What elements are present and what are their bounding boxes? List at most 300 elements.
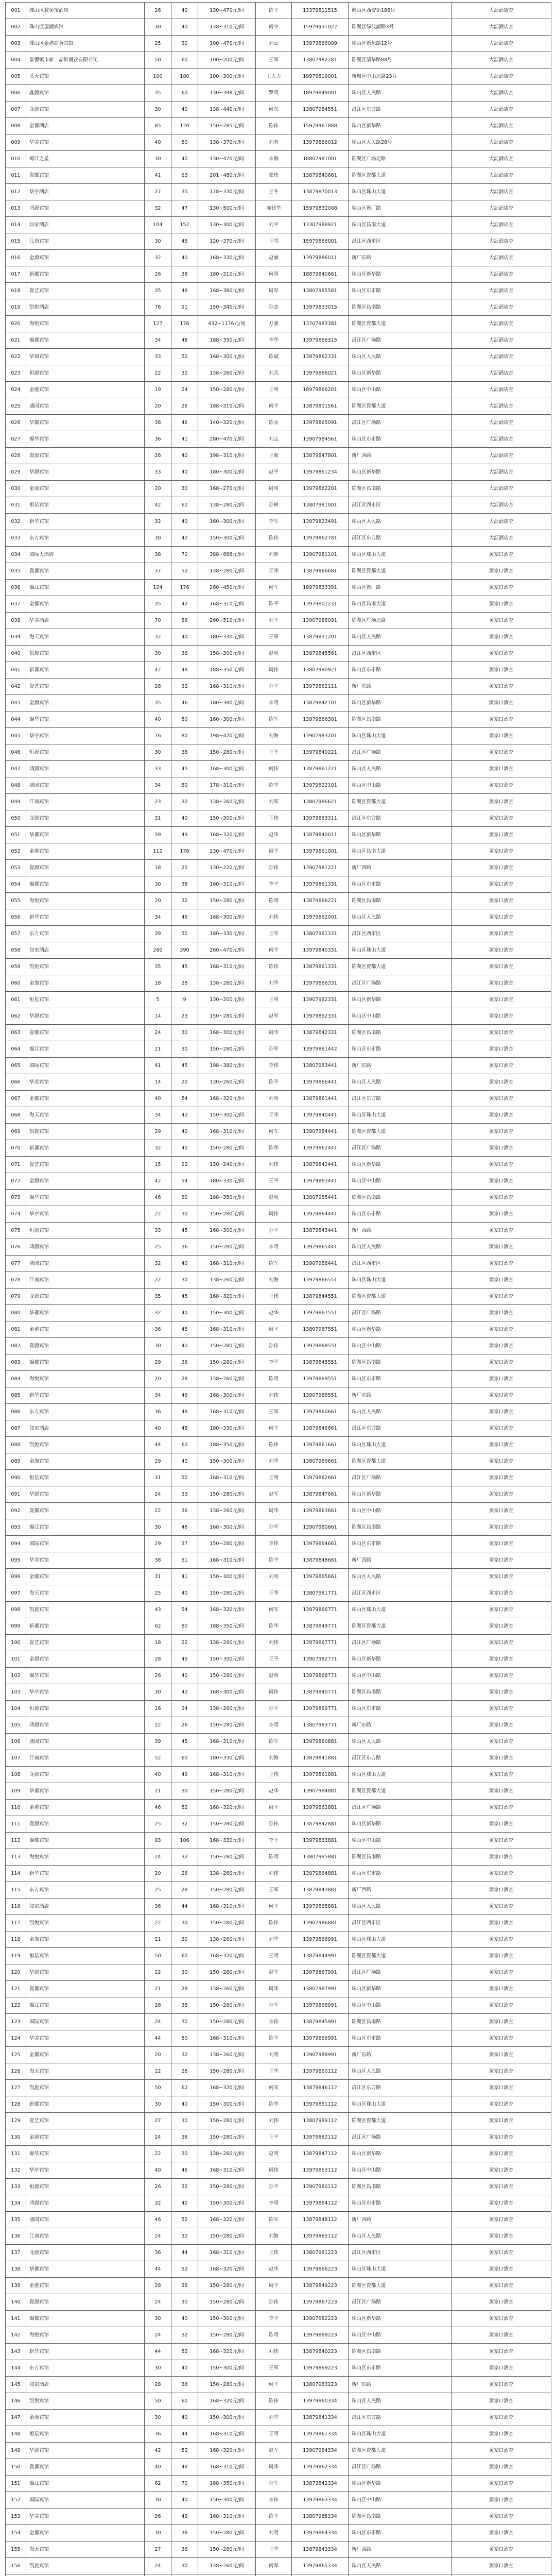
room-count-cell: 40 (145, 134, 171, 151)
phone-number-cell: 13907988991 (292, 2047, 349, 2063)
district-cell: 大沥酒店查 (451, 134, 551, 151)
hotel-name-cell: 江南宾馆 (26, 794, 145, 810)
contact-person-cell: 王军 (256, 52, 292, 69)
contact-person-cell: 赵明 (256, 2146, 292, 2162)
row-number-cell: 147 (6, 2410, 26, 2426)
phone-number-cell: 13907983201 (292, 728, 349, 744)
price-range-cell: 180~330元/间 (198, 926, 256, 942)
row-number-cell: 011 (6, 167, 26, 184)
row-number-cell: 151 (6, 2476, 26, 2492)
table-row (6, 2113, 551, 2129)
table-row (6, 2030, 551, 2047)
phone-number-cell: 13807983223 (292, 2377, 349, 2393)
address-cell: 珠山区中山路 (349, 777, 451, 794)
bed-count-cell: 40 (171, 2410, 198, 2426)
room-count-cell: 21 (145, 1981, 171, 1997)
bed-count-cell: 32 (171, 794, 198, 810)
contact-person-cell: 陈明 (256, 2327, 292, 2344)
price-range-cell: 168~310元/间 (198, 2459, 256, 2476)
phone-number-cell: 19979819001 (292, 69, 349, 85)
room-count-cell: 30 (145, 1519, 171, 1536)
phone-number-cell: 13979840331 (292, 942, 349, 959)
district-cell: 黄家口酒查 (451, 1420, 551, 1437)
row-number-cell: 129 (6, 2113, 26, 2129)
contact-person-cell (256, 2574, 292, 2576)
address-cell: 珠山区新华路 (349, 992, 451, 1008)
bed-count-cell: 54 (171, 1091, 198, 1107)
hotel-name-cell: 鸿源宾馆 (26, 2195, 145, 2212)
row-number-cell: 082 (6, 1338, 26, 1354)
price-range-cell: 138~310元/间 (198, 19, 256, 36)
address-cell: 新厂西路 (349, 1223, 451, 1239)
room-count-cell: 30 (145, 1684, 171, 1701)
bed-count-cell: 45 (171, 761, 198, 777)
row-number-cell: 039 (6, 629, 26, 646)
phone-number-cell: 13907988551 (292, 1387, 349, 1404)
table-row (6, 1948, 551, 1964)
contact-person-cell: 刘平 (256, 613, 292, 629)
address-cell: 珠山区人民路 (349, 1899, 451, 1915)
bed-count-cell: 60 (171, 1750, 198, 1767)
table-row (6, 2509, 551, 2525)
price-range-cell: 168~300元/间 (198, 1684, 256, 1701)
phone-number-cell: 13907986881 (292, 1915, 349, 1931)
bed-count-cell: 45 (171, 1289, 198, 1305)
contact-person-cell: 李伟 (256, 2014, 292, 2030)
phone-number-cell: 13879840011 (292, 827, 349, 843)
district-cell: 黄家口酒查 (451, 2344, 551, 2360)
contact-person-cell: 刘伟 (256, 1157, 292, 1173)
district-cell: 黄家口酒查 (451, 1503, 551, 1519)
contact-person-cell: 刘伟 (256, 1635, 292, 1651)
room-count-cell: 22 (145, 1503, 171, 1519)
price-range-cell: 188~310元/间 (198, 398, 256, 415)
contact-person-cell: 王明 (256, 382, 292, 398)
price-range-cell: 150~300元/间 (198, 530, 256, 547)
table-row (6, 1206, 551, 1223)
hotel-name-cell: 金港宾馆 (26, 1800, 145, 1816)
hotel-name-cell: 如家酒店 (26, 1899, 145, 1915)
bed-count-cell: 32 (171, 2228, 198, 2245)
row-number-cell: 018 (6, 283, 26, 299)
contact-person-cell: 刘云 (256, 36, 292, 52)
district-cell: 黄家口酒查 (451, 2327, 551, 2344)
address-cell: 昌江区西市区 (349, 1585, 451, 1602)
table-row (6, 1519, 551, 1536)
room-count-cell: 34 (145, 1387, 171, 1404)
bed-count-cell: 40 (171, 1256, 198, 1272)
contact-person-cell: 周华 (256, 1981, 292, 1997)
contact-person-cell: 刘海 (256, 728, 292, 744)
table-row (6, 2459, 551, 2476)
district-cell: 黄家口酒查 (451, 711, 551, 728)
room-count-cell: 25 (145, 36, 171, 52)
room-count-cell: 39 (145, 827, 171, 843)
address-cell: 珠山区东市路 (349, 2525, 451, 2541)
address-cell: 珠山区人民路 (349, 85, 451, 101)
address-cell: 陈湖区昌南路 (349, 1849, 451, 1866)
bed-count-cell: 62 (171, 2080, 198, 2096)
table-row (6, 1305, 551, 1321)
district-cell: 黄家口酒查 (451, 1338, 551, 1354)
address-cell: 珠山区新华路 (349, 464, 451, 481)
hotel-name-cell: 锦华宾馆 (26, 1668, 145, 1684)
bed-count-cell: 52 (171, 1800, 198, 1816)
bed-count-cell: 60 (171, 1437, 198, 1453)
hotel-name-cell: 锦都宾馆 (26, 1833, 145, 1849)
phone-number-cell: 13879840661 (292, 167, 349, 184)
room-count-cell: 35 (145, 596, 171, 613)
row-number-cell: 107 (6, 1750, 26, 1767)
bed-count-cell: 86 (171, 613, 198, 629)
phone-number-cell: 13807987551 (292, 1321, 349, 1338)
price-range-cell: 150~280元/间 (198, 893, 256, 909)
price-range-cell: 168~320元/间 (198, 1091, 256, 1107)
hotel-name-cell: 珠山区望湖宾馆 (26, 19, 145, 36)
address-cell: 珠山区东市路 (349, 1206, 451, 1223)
phone-number-cell: 18807981001 (292, 151, 349, 167)
hotel-name-cell: 凯旋宾馆 (26, 2558, 145, 2574)
district-cell: 黄家口酒查 (451, 2179, 551, 2195)
room-count-cell: 28 (145, 2278, 171, 2294)
table-row (6, 2327, 551, 2344)
district-cell: 黄家口酒查 (451, 1206, 551, 1223)
hotel-name-cell: 华都宾馆 (26, 2261, 145, 2278)
district-cell: 黄家口酒查 (451, 1404, 551, 1420)
table-row (6, 266, 551, 283)
row-number-cell: 138 (6, 2261, 26, 2278)
room-count-cell: 24 (145, 2228, 171, 2245)
room-count-cell: 50 (145, 1948, 171, 1964)
phone-number-cell: 13907980661 (292, 1519, 349, 1536)
district-cell: 黄家口酒查 (451, 2195, 551, 2212)
district-cell: 黄家口酒查 (451, 2080, 551, 2096)
phone-number-cell: 13807985881 (292, 1849, 349, 1866)
district-cell: 大沥酒店查 (451, 118, 551, 134)
phone-number-cell: 13979861881 (292, 1767, 349, 1783)
table-row (6, 2410, 551, 2426)
contact-person-cell: 孙军 (256, 2476, 292, 2492)
phone-number-cell: 13879842101 (292, 695, 349, 711)
price-range-cell: 168~310元/间 (198, 679, 256, 695)
row-number-cell: 010 (6, 151, 26, 167)
price-range-cell: 130~500元/间 (198, 200, 256, 217)
address-cell: 珠山区中山路 (349, 1668, 451, 1684)
table-row (6, 1223, 551, 1239)
row-number-cell: 050 (6, 810, 26, 827)
hotel-name-cell: 凯旋宾馆 (26, 2080, 145, 2096)
hotel-name-cell: 海悦宾馆 (26, 2327, 145, 2344)
table-row (6, 926, 551, 942)
address-cell: 珠山区新华路 (349, 1816, 451, 1833)
table-row (6, 893, 551, 909)
room-count-cell: 26 (145, 266, 171, 283)
room-count-cell: 14 (145, 1008, 171, 1025)
table-row (6, 909, 551, 926)
bed-count-cell: 152 (171, 217, 198, 233)
district-cell: 黄家口酒查 (451, 1107, 551, 1124)
price-range-cell: 150~280元/间 (198, 2129, 256, 2146)
district-cell: 黄家口酒查 (451, 926, 551, 942)
row-number-cell: 004 (6, 52, 26, 69)
table-row (6, 448, 551, 464)
room-count-cell: 30 (145, 2525, 171, 2541)
address-cell: 陈湖区瓷都大道 (349, 2443, 451, 2459)
bed-count-cell: 60 (171, 1190, 198, 1206)
row-number-cell: 133 (6, 2179, 26, 2195)
bed-count-cell: 40 (171, 250, 198, 266)
phone-number-cell: 13979869223 (292, 2360, 349, 2377)
hotel-name-cell: 金港宾馆 (26, 1321, 145, 1338)
room-count-cell: 30 (145, 2311, 171, 2327)
price-range-cell: 150~280元/间 (198, 2327, 256, 2344)
hotel-name-cell: 新都宾馆 (26, 662, 145, 679)
address-cell: 昌江区广场路 (349, 1470, 451, 1486)
contact-person-cell: 王华 (256, 2541, 292, 2558)
row-number-cell: 123 (6, 2014, 26, 2030)
district-cell: 黄家口酒查 (451, 2212, 551, 2228)
hotel-name-cell: 金源宾馆 (26, 695, 145, 711)
address-cell: 珠山区新华路 (349, 2476, 451, 2492)
bed-count-cell: 35 (171, 1997, 198, 2014)
phone-number-cell: 13907984441 (292, 1124, 349, 1140)
contact-person-cell: 陈亮 (256, 415, 292, 431)
contact-person-cell: 陈明 (256, 1371, 292, 1387)
address-cell: 陈湖区瓷都大道 (349, 167, 451, 184)
table-row (6, 398, 551, 415)
price-range-cell: 180~330元/间 (198, 1750, 256, 1767)
room-count-cell: 20 (145, 1371, 171, 1387)
contact-person-cell: 王明 (256, 1470, 292, 1486)
table-row (6, 1585, 551, 1602)
phone-number-cell: 13979860661 (292, 1404, 349, 1420)
phone-number-cell: 13979867223 (292, 2294, 349, 2311)
bed-count-cell: 40 (171, 2195, 198, 2212)
table-row (6, 1816, 551, 1833)
bed-count-cell: 60 (171, 52, 198, 69)
phone-number-cell: 18979833391 (292, 580, 349, 596)
bed-count-cell: 26 (171, 398, 198, 415)
phone-number-cell: 13979861442 (292, 1041, 349, 1058)
row-number-cell: 076 (6, 1239, 26, 1256)
contact-person-cell: 李明 (256, 1239, 292, 1256)
hotel-name-cell: 东方宾馆 (26, 1882, 145, 1899)
bed-count-cell: 28 (171, 975, 198, 992)
bed-count-cell: 91 (171, 299, 198, 316)
table-row (6, 1783, 551, 1800)
hotel-name-cell: 鑫源宾馆 (26, 85, 145, 101)
room-count-cell: 24 (145, 2294, 171, 2311)
bed-count-cell: 30 (171, 1915, 198, 1931)
row-number-cell: 046 (6, 744, 26, 761)
address-cell: 新厂东路 (349, 1058, 451, 1074)
room-count-cell: 22 (145, 1717, 171, 1734)
row-number-cell: 072 (6, 1173, 26, 1190)
room-count-cell: 20 (145, 2047, 171, 2063)
room-count-cell: 40 (145, 1767, 171, 1783)
table-row (6, 1321, 551, 1338)
price-range-cell: 180~330元/间 (198, 629, 256, 646)
bed-count-cell: 46 (171, 2162, 198, 2179)
bed-count-cell: 40 (171, 2311, 198, 2327)
bed-count-cell: 45 (171, 1651, 198, 1668)
row-number-cell: 120 (6, 1964, 26, 1981)
address-cell: 珠山区珠山大道 (349, 1107, 451, 1124)
phone-number-cell: 13979864661 (292, 1536, 349, 1552)
bed-count-cell: 38 (171, 2525, 198, 2541)
hotel-name-cell: 凯旋宾馆 (26, 1124, 145, 1140)
price-range-cell: 168~300元/间 (198, 1519, 256, 1536)
hotel-name-cell: 如家酒店 (26, 942, 145, 959)
bed-count-cell: 40 (171, 3, 198, 19)
bed-count-cell: 40 (171, 1305, 198, 1321)
price-range-cell: 150~280元/间 (198, 2228, 256, 2245)
contact-person-cell: 周伟 (256, 1206, 292, 1223)
phone-number-cell: 13807989661 (292, 1453, 349, 1470)
phone-number-cell: 13879842881 (292, 1816, 349, 1833)
district-cell: 大沥酒店查 (451, 200, 551, 217)
table-row (6, 1833, 551, 1849)
bed-count-cell: 28 (171, 1371, 198, 1387)
district-cell: 黄家口酒查 (451, 1354, 551, 1371)
table-row (6, 2261, 551, 2278)
hotel-name-cell: 金都酒店 (26, 118, 145, 134)
room-count-cell: 33 (145, 1223, 171, 1239)
hotel-name-cell: 海悦宾馆 (26, 1371, 145, 1387)
district-cell: 黄家口酒查 (451, 2393, 551, 2410)
price-range-cell: 168~300元/间 (198, 761, 256, 777)
district-cell: 黄家口酒查 (451, 2360, 551, 2377)
hotel-name-cell: 瓷源宾馆 (26, 2294, 145, 2311)
price-range-cell: 158~300元/间 (198, 646, 256, 662)
contact-person-cell: 王华 (256, 1585, 292, 1602)
room-count-cell: 38 (145, 547, 171, 563)
bed-count-cell: 30 (171, 1025, 198, 1041)
room-count-cell: 44 (145, 2261, 171, 2278)
row-number-cell: 037 (6, 596, 26, 613)
address-cell: 昌江区广场路 (349, 1305, 451, 1321)
room-count-cell: 26 (145, 1668, 171, 1684)
phone-number-cell: 13879840771 (292, 1684, 349, 1701)
page-container (5, 2, 551, 2576)
district-cell: 黄家口酒查 (451, 2558, 551, 2574)
price-range-cell: 150~280元/间 (198, 382, 256, 398)
district-cell: 黄家口酒查 (451, 1948, 551, 1964)
price-range-cell: 150~280元/间 (198, 1486, 256, 1503)
phone-number-cell: 13807985441 (292, 1190, 349, 1206)
table-row (6, 2080, 551, 2096)
bed-count-cell: 40 (171, 151, 198, 167)
district-cell: 黄家口酒查 (451, 1585, 551, 1602)
phone-number-cell: 13979862111 (292, 679, 349, 695)
row-number-cell: 085 (6, 1387, 26, 1404)
phone-number-cell: 13979866551 (292, 1272, 349, 1289)
table-row (6, 2476, 551, 2492)
address-cell: 陈湖区昌南路 (349, 1684, 451, 1701)
price-range-cell: 150~280元/间 (198, 744, 256, 761)
room-count-cell: 36 (145, 431, 171, 448)
district-cell: 黄家口酒查 (451, 2377, 551, 2393)
row-number-cell: 045 (6, 728, 26, 744)
address-cell: 新厂东路 (349, 1717, 451, 1734)
phone-number-cell: 13979860112 (292, 2063, 349, 2080)
hotel-name-cell: 金港宾馆 (26, 843, 145, 860)
address-cell: 新城区中山北路23号 (349, 69, 451, 85)
district-cell: 黄家口酒查 (451, 827, 551, 843)
table-row (6, 1767, 551, 1783)
address-cell: 新厂西路 (349, 1552, 451, 1569)
address-cell: 珠山区中山路 (349, 2327, 451, 2344)
price-range-cell: 168~320元/间 (198, 2261, 256, 2278)
price-range-cell: 150~300元/间 (198, 1453, 256, 1470)
contact-person-cell: 刘志 (256, 431, 292, 448)
district-cell: 黄家口酒查 (451, 1701, 551, 1717)
row-number-cell: 079 (6, 1289, 26, 1305)
hotel-name-cell: 华亭宾馆 (26, 1206, 145, 1223)
room-count-cell: 26 (145, 2179, 171, 2195)
contact-person-cell: 刘伟 (256, 2344, 292, 2360)
phone-number-cell: 13979860881 (292, 1734, 349, 1750)
district-cell: 黄家口酒查 (451, 2096, 551, 2113)
row-number-cell: 155 (6, 2541, 26, 2558)
bed-count-cell: 20 (171, 1074, 198, 1091)
phone-number-cell: 13979861234 (292, 464, 349, 481)
table-row (6, 2377, 551, 2393)
row-number-cell: 060 (6, 975, 26, 992)
address-cell: 珠山区珠山大道 (349, 547, 451, 563)
phone-number-cell: 13979845561 (292, 646, 349, 662)
room-count-cell: 30 (145, 101, 171, 118)
address-cell: 珠山区新华路 (349, 365, 451, 382)
phone-number-cell: 13979862661 (292, 1470, 349, 1486)
bed-count-cell: 36 (171, 1239, 198, 1256)
phone-number-cell: 13979866315 (292, 332, 349, 349)
table-row (6, 1338, 551, 1354)
contact-person-cell: 孙平 (256, 1223, 292, 1239)
district-cell: 黄家口酒查 (451, 1684, 551, 1701)
table-row (6, 464, 551, 481)
phone-number-cell: 13807985334 (292, 2509, 349, 2525)
room-count-cell: 30 (145, 233, 171, 250)
price-range-cell: 280~470元/间 (198, 431, 256, 448)
address-cell: 珠山区珠山大道 (349, 942, 451, 959)
contact-person-cell: 刘华 (256, 2410, 292, 2426)
price-range-cell: 188~350元/间 (198, 1437, 256, 1453)
hotel-name-cell: 华美宾馆 (26, 134, 145, 151)
hotel-name-cell: 华都宾馆 (26, 1305, 145, 1321)
table-row (6, 2541, 551, 2558)
contact-person-cell: 周伟 (256, 662, 292, 679)
address-cell: 珠山区东市路 (349, 662, 451, 679)
row-number-cell: 064 (6, 1041, 26, 1058)
hotel-list-table (5, 2, 551, 2576)
phone-number-cell: 13879845991 (292, 2014, 349, 2030)
bed-count-cell: 32 (171, 679, 198, 695)
room-count-cell: 62 (145, 1618, 171, 1635)
price-range-cell: 150~280元/间 (198, 1849, 256, 1866)
price-range-cell: 138~260元/间 (198, 1701, 256, 1717)
table-row (6, 744, 551, 761)
address-cell: 陈湖区昌南路 (349, 299, 451, 316)
row-number-cell (6, 2574, 26, 2576)
price-range-cell: 138~260元/间 (198, 365, 256, 382)
contact-person-cell: 刘华 (256, 975, 292, 992)
room-count-cell: 44 (145, 1437, 171, 1453)
table-row (6, 1849, 551, 1866)
district-cell: 黄家口酒查 (451, 1371, 551, 1387)
district-cell: 黄家口酒查 (451, 2146, 551, 2162)
contact-person-cell: 刘新 (256, 547, 292, 563)
